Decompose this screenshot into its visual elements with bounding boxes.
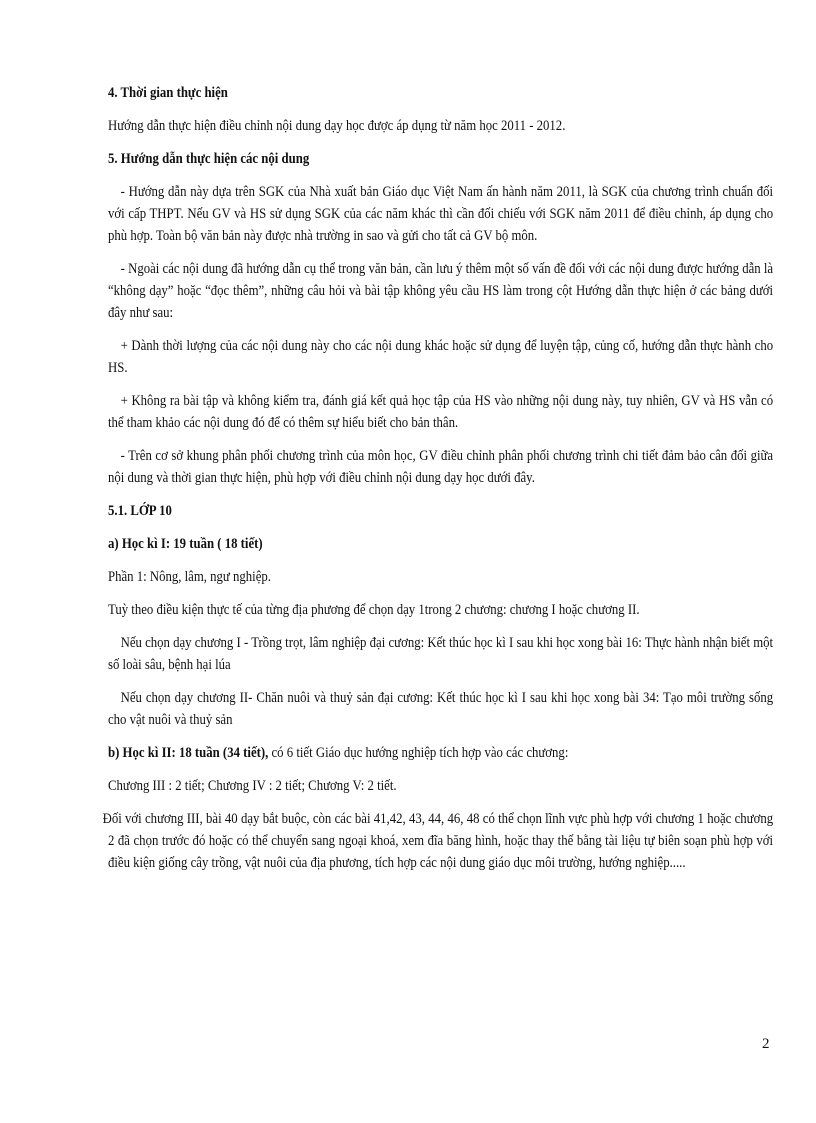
heading-semester-2-bold: b) Học kì II: 18 tuần (34 tiết), [108, 745, 269, 761]
paragraph-4: + Không ra bài tập và không kiểm tra, đánh giá kết quả học tập của HS vào những nội dung này, tuy nhiên, GV và HS vẫn có thể tham khảo các nội dung đó để có thêm sự hiểu biết cho bản thân. [108, 393, 774, 431]
paragraph-7: Tuỳ theo điều kiện thực tế của từng địa phương để chọn dạy 1trong 2 chương: chương I hoặc chương II. [108, 602, 640, 618]
page-number: 2 [762, 1036, 770, 1052]
paragraph-2: - Ngoài các nội dung đã hướng dẫn cụ thể trong văn bản, cần lưu ý thêm một số vấn đề đối với các nội dung được hướng dẫn là “không dạy” hoặc “đọc thêm”, những câu hỏi và bài tập không yêu cầu HS làm trong cột Hướng dẫn thực hiện ở các bảng dưới đây như sau: [108, 261, 774, 321]
paragraph-8: Nếu chọn dạy chương I - Trồng trọt, lâm nghiệp đại cương: Kết thúc học kì I sau khi học xong bài 16: Thực hành nhận biết một số loài sâu, bệnh hại lúa [108, 635, 774, 673]
paragraph-3: + Dành thời lượng của các nội dung này cho các nội dung khác hoặc sử dụng để luyện tập, củng cố, hướng dẫn thực hành cho HS. [108, 338, 774, 376]
heading-section-4: 4. Thời gian thực hiện [108, 85, 228, 101]
document-body [102, 82, 774, 885]
paragraph-11: Đối với chương III, bài 40 dạy bắt buộc, còn các bài 41,42, 43, 44, 46, 48 có thể chọn lĩnh vực phù hợp với chương 1 hoặc chương 2 đã chọn trước đó hoặc có thể chuyển sang ngoại khoá, xem đĩa băng hình, hoặc thay thế bằng tài liệu tự biên soạn phù hợp với điều kiện giống cây trồng, vật nuôi của địa phương, tích hợp các nội dung giáo dục môi trường, hướng nghiệp..... [102, 811, 774, 871]
paragraph-1: - Hướng dẫn này dựa trên SGK của Nhà xuất bản Giáo dục Việt Nam ấn hành năm 2011, là SGK của chương trình chuẩn đối với cấp THPT. Nếu GV và HS sử dụng SGK của các năm khác thì cần đối chiếu với SGK năm 2011 để điều chỉnh, áp dụng cho phù hợp. Toàn bộ văn bản này được nhà trường in sao và gửi cho tất cả GV bộ môn. [108, 184, 774, 244]
heading-section-5: 5. Hướng dẫn thực hiện các nội dung [108, 151, 310, 167]
paragraph-9: Nếu chọn dạy chương II- Chăn nuôi và thuỷ sản đại cương: Kết thúc học kì I sau khi học xong bài 34: Tạo môi trường sống cho vật nuôi và thuỷ sản [108, 690, 774, 728]
heading-semester-2 [108, 742, 773, 764]
paragraph-5: - Trên cơ sở khung phân phối chương trình của môn học, GV điều chỉnh phân phối chương trình chi tiết đảm bảo cân đối giữa nội dung và thời gian thực hiện, phù hợp với điều chỉnh nội dung dạy học dưới đây. [108, 448, 774, 486]
paragraph-6: Phần 1: Nông, lâm, ngư nghiệp. [108, 569, 271, 585]
paragraph-time: Hướng dẫn thực hiện điều chỉnh nội dung dạy học được áp dụng từ năm học 2011 - 2012. [108, 118, 566, 134]
heading-semester-2-rest: có 6 tiết Giáo dục hướng nghiệp tích hợp vào các chương: [268, 745, 569, 761]
paragraph-10: Chương III : 2 tiết; Chương IV : 2 tiết; Chương V: 2 tiết. [108, 778, 397, 794]
heading-5-1: 5.1. LỚP 10 [108, 503, 172, 519]
heading-semester-1: a) Học kì I: 19 tuần ( 18 tiết) [108, 536, 263, 552]
